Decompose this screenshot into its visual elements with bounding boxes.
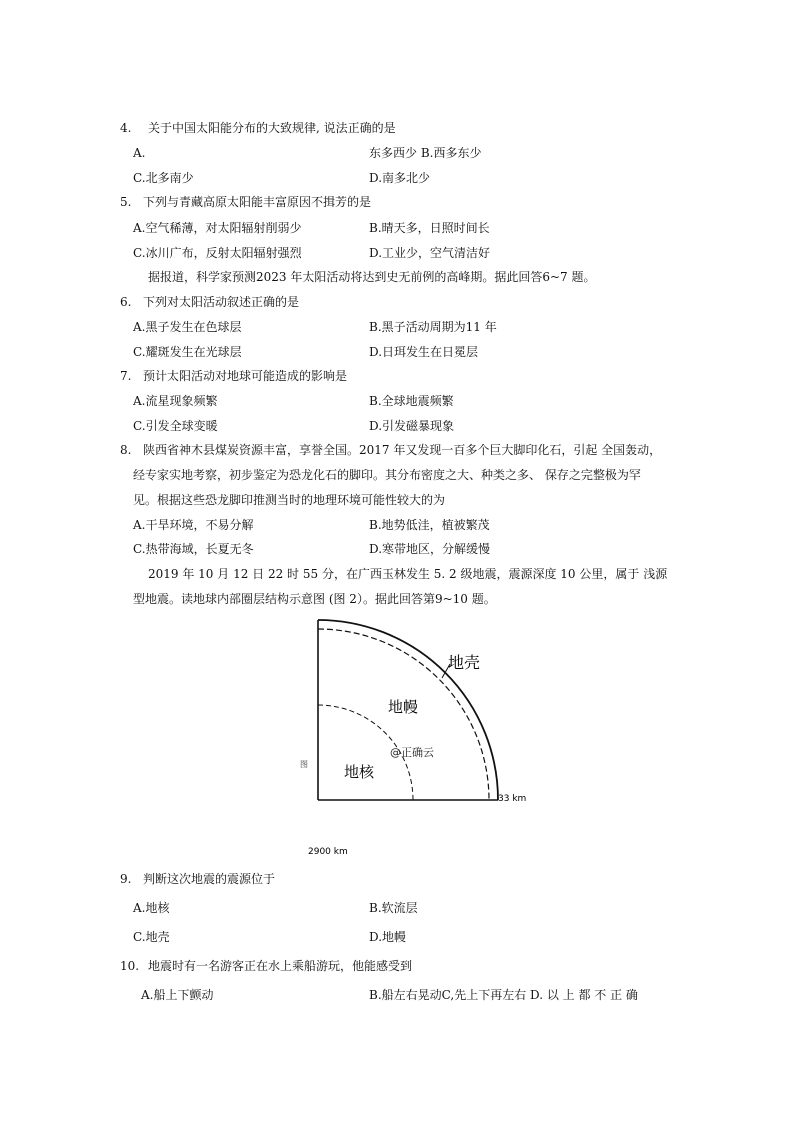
question-stem: 地震时有一名游客正在水上乘船游玩，他能感受到: [148, 959, 413, 973]
depth-2900-label: 2900 km: [308, 847, 348, 857]
crust-label: 地壳: [448, 653, 481, 672]
option-a: A.黑子发生在色球层: [133, 320, 242, 334]
option-c: C.引发全球变暖: [133, 419, 218, 433]
option-a: A.地核: [133, 901, 170, 915]
option-d: D.引发磁暴现象: [369, 419, 455, 433]
option-b: B.全球地震频繁: [369, 394, 454, 408]
question-stem: 下列对太阳活动叙述正确的是: [143, 295, 300, 309]
option-c: C.耀斑发生在光球层: [133, 345, 242, 359]
option-b: B.晴天多，日照时间长: [369, 221, 490, 235]
core-label: 地核: [344, 763, 375, 781]
question-stem: 判断这次地震的震源位于: [143, 872, 276, 886]
question-number: 6.: [120, 295, 132, 309]
option-b: B.船左右晃动C,先上下再左右 D. 以 上 都 不 正 确: [369, 988, 638, 1002]
option-d: D.日珥发生在日冕层: [369, 345, 479, 359]
mantle-label: 地幔: [388, 698, 419, 716]
question-stem: 预计太阳活动对地球可能造成的影响是: [143, 369, 348, 383]
question-stem: 下列与青藏高原太阳能丰富原因不揖芳的是: [143, 195, 372, 209]
question-number: 8.: [120, 443, 132, 457]
option-a: A.流星现象频繁: [133, 394, 218, 408]
question-number: 9.: [120, 872, 132, 886]
question-number: 5.: [120, 195, 132, 209]
option-c: C.地壳: [133, 930, 170, 944]
question-number: 7.: [120, 369, 132, 383]
option-d: D.地幔: [369, 930, 407, 944]
option-d: D.寒带地区，分解缓慢: [369, 542, 491, 556]
passage-9-10-line1: 2019 年 10 月 12 日 22 时 55 分，在广西玉林发生 5. 2 级地震，震源深度 10 公里，属于 浅源: [148, 567, 668, 581]
option-b: B.黑子活动周期为11 年: [369, 320, 497, 334]
option-d: D.工业少，空气清洁好: [369, 246, 491, 260]
option-d: D.南多北少: [369, 171, 431, 185]
option-b: B.地势低洼，植被繁茂: [369, 518, 490, 532]
question-stem-line2: 经专家实地考察，初步鉴定为恐龙化石的脚印。其分布密度之大、种类之多、 保存之完整极为罕: [133, 468, 641, 482]
passage-9-10-line2: 型地震。读地球内部圈层结构示意图 (图 2）。据此回答第9~10 题。: [133, 592, 496, 606]
question-stem-line3: 见。根据这些恐龙脚印推测当时的地理环境可能性较大的为: [133, 493, 446, 507]
earth-interior-diagram: [290, 612, 540, 862]
option-a: A.: [133, 146, 146, 160]
option-c: C.热带海域，长夏无冬: [133, 542, 254, 556]
question-stem: 陕西省神木县煤炭资源丰富，享誉全国。2017 年又发现一百多个巨大脚印化石，引起 全国轰动，: [143, 443, 662, 457]
option-c: C.北多南少: [133, 171, 194, 185]
question-stem: 关于中国太阳能分布的大致规律, 说法正确的是: [148, 121, 396, 135]
option-a: A.船上下颤动: [141, 988, 214, 1002]
option-a: A.空气稀薄，对太阳辐射削弱少: [133, 221, 302, 235]
option-c: C.冰川广布，反射太阳辐射强烈: [133, 246, 302, 260]
passage-6-7: 据报道，科学家预测2023 年太阳活动将达到史无前例的高峰期。据此回答6~7 题。: [148, 270, 596, 284]
option-a: A.干旱环境，不易分解: [133, 518, 254, 532]
question-number: 4.: [120, 121, 132, 135]
option-b: B.软流层: [369, 901, 418, 915]
option-b: 东多西少 B.西多东少: [369, 146, 482, 160]
question-number: 10.: [120, 959, 140, 973]
watermark: @正确云: [390, 746, 434, 759]
depth-33-label: 33 km: [498, 794, 527, 804]
side-mark: 图: [300, 760, 308, 769]
